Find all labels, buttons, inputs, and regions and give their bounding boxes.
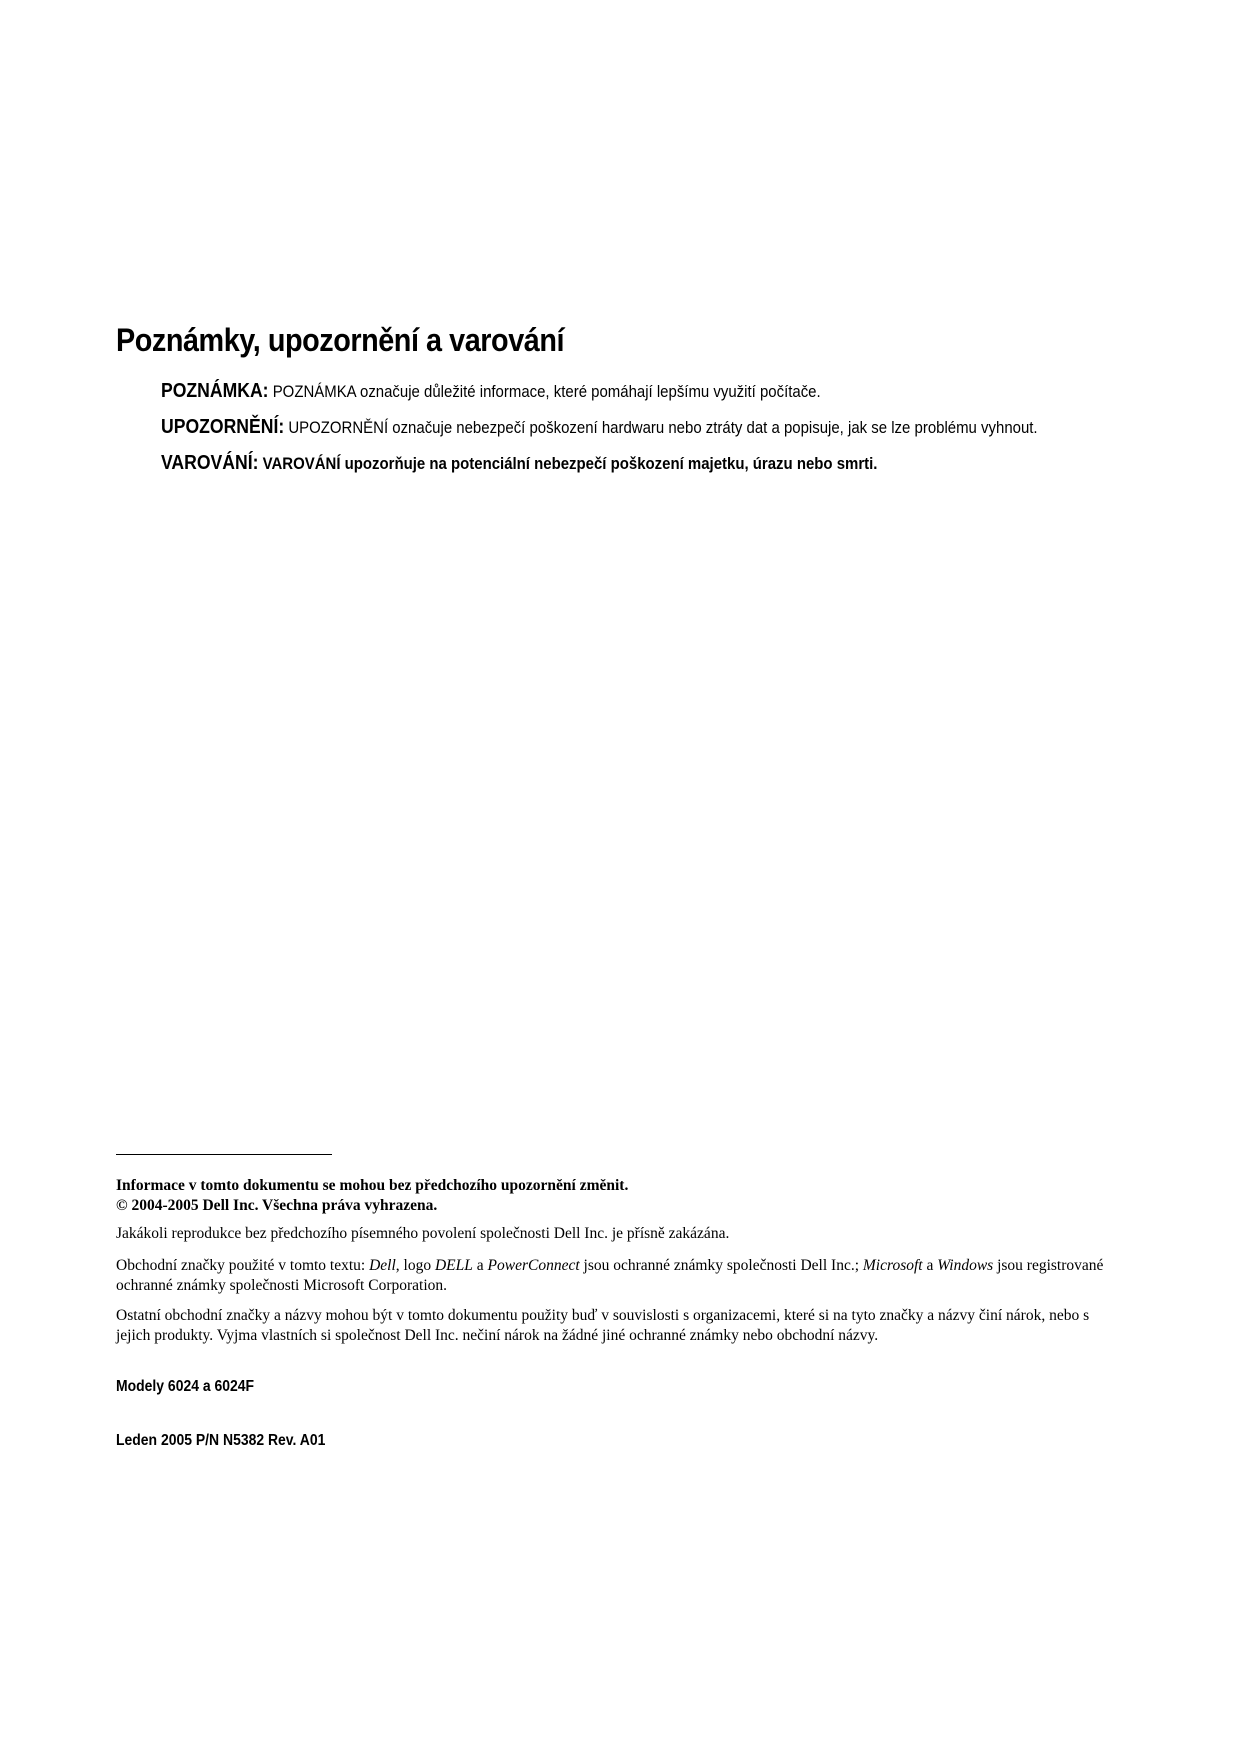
warning-notice [161,452,877,475]
caution-notice [161,416,1038,439]
info-line: Informace v tomto dokumentu se mohou bez předchozího upozornění změnit. [116,1177,629,1194]
note-label: POZNÁMKA: [161,380,269,402]
trademark-windows: Windows [937,1257,994,1274]
trademarks-part2: , logo [395,1257,435,1274]
caution-label: UPOZORNĚNÍ: [161,416,285,438]
trademarks-notice [116,1256,1116,1296]
caution-text: UPOZORNĚNÍ označuje nebezpečí poškození hardwaru nebo ztráty dat a popisuje, jak se lze problému vyhnout. [284,418,1038,437]
trademark-dell: Dell [369,1257,396,1274]
trademarks-part3: a [472,1257,488,1274]
legal-header [116,1176,1116,1216]
warning-label: VAROVÁNÍ: [161,452,259,474]
footnote-divider [116,1154,332,1155]
trademark-powerconnect: PowerConnect [487,1257,580,1274]
revision-line: Leden 2005 P/N N5382 Rev. A01 [116,1432,326,1449]
trademarks-part6: jsou registrované ochranné známky společnosti Microsoft Corporation. [116,1257,1104,1294]
trademarks-part4: jsou ochranné známky společnosti Dell Inc.; [579,1257,863,1274]
trademark-dell-logo: DELL [434,1257,473,1274]
trademarks-part5: a [922,1257,938,1274]
other-trademarks-notice: Ostatní obchodní značky a názvy mohou být v tomto dokumentu použity buď v souvislosti s organizacemi, které si na tyto značky a názvy činí nárok, nebo s jejich produkty. Vyjma vlastních si společnost Dell Inc. nečiní nárok na žádné jiné ochranné známky nebo obchodní názvy. [116,1307,1090,1344]
trademarks-part1: Obchodní značky použité v tomto textu: [116,1257,370,1274]
note-text: POZNÁMKA označuje důležité informace, které pomáhají lepšímu využití počítače. [268,382,821,401]
trademark-microsoft: Microsoft [862,1257,923,1274]
warning-text: VAROVÁNÍ upozorňuje na potenciální nebezpečí poškození majetku, úrazu nebo smrti. [258,454,878,473]
reproduction-notice: Jakákoli reprodukce bez předchozího písemného povolení společnosti Dell Inc. je přísně zakázána. [116,1225,730,1242]
copyright-line: © 2004-2005 Dell Inc. Všechna práva vyhrazena. [116,1197,438,1214]
models-line: Modely 6024 a 6024F [116,1378,255,1395]
page-title: Poznámky, upozornění a varování [116,322,565,358]
note-notice [161,380,821,403]
